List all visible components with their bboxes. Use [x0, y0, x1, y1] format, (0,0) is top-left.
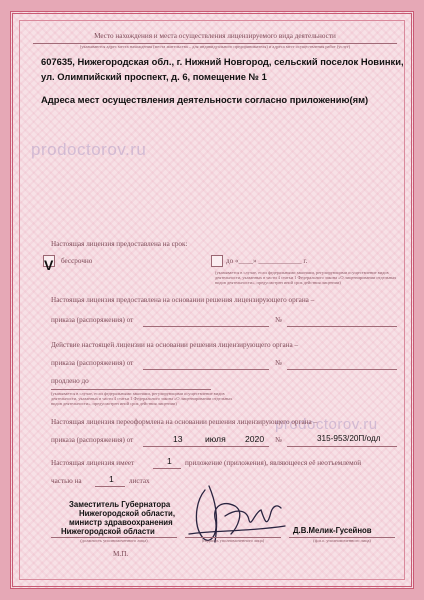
rule	[287, 369, 397, 370]
guilloche-frame	[10, 11, 414, 589]
basis-line-1: Настоящая лицензия предоставлена на основании решения лицензирующего органа –	[51, 296, 315, 304]
position-line-4: Нижегородской области	[61, 527, 155, 536]
rule	[287, 446, 397, 447]
section-title: Место нахождения и места осуществления лицензируемого вида деятельности	[94, 32, 336, 40]
watermark: prodoctorov.ru	[31, 140, 147, 159]
extension-no-label: №	[275, 359, 282, 367]
addresses-note: Адреса мест осуществления деятельности согласно приложению(ям)	[41, 94, 369, 105]
until-checkbox	[211, 255, 223, 267]
extended-label: продлено до	[51, 377, 89, 385]
watermark: prodoctorov.ru	[275, 416, 378, 433]
reissue-order-label: приказа (распоряжения) от	[51, 436, 134, 444]
attachments-count: 1	[167, 456, 172, 466]
term-label: Настоящая лицензия предоставлена на срок:	[51, 240, 188, 248]
reissue-month: июля	[205, 434, 226, 444]
address-line-1: 607635, Нижегородская обл., г. Нижний Новгород, сельский поселок Новинки,	[41, 56, 404, 67]
extension-line-1: Действие настоящей лицензии на основании решения лицензирующего органа –	[51, 341, 299, 349]
reissue-no-label: №	[275, 436, 282, 444]
rule	[95, 486, 125, 487]
position-note: (должность уполномоченного лица)	[80, 538, 148, 543]
section-title-note: (указываются адрес места нахождения (места жительства – для индивидуального предпринимателя) и адреса мест осуществления работ (услуг)	[79, 44, 351, 49]
rule	[143, 446, 269, 447]
until-label: до «____» ____________ г.	[226, 257, 308, 265]
signatory-name: Д.В.Мелик-Гусейнов	[293, 526, 372, 535]
seal-label: М.П.	[113, 550, 129, 558]
rule	[153, 468, 181, 469]
check-mark: V	[44, 257, 54, 273]
attachments-part-prefix: частью на	[51, 477, 82, 485]
name-note: (ф.и.о. уполномоченного лица)	[313, 538, 371, 543]
position-line-2: Нижегородской области,	[79, 509, 176, 518]
attachments-sheets: 1	[109, 474, 114, 484]
signature-note: (подпись уполномоченного лица)	[201, 538, 265, 543]
rule	[143, 326, 269, 327]
attachments-suffix: приложение (приложения), являющееся её неотъемлемой	[185, 459, 362, 467]
attachments-part-suffix: листах	[129, 477, 150, 485]
rule	[143, 369, 269, 370]
extension-order-label: приказа (распоряжения) от	[51, 359, 134, 367]
basis-order-label: приказа (распоряжения) от	[51, 316, 134, 324]
extension-note: (указывается в случае, если федеральными законами, регулирующими осуществление видов деятельности, указанных в части 4 статьи 1 Федерального закона «О лицензировании отдельных видов деятельности», предусмотрен иной срок действия лицензии)	[51, 391, 233, 407]
reissue-day: 13	[173, 434, 183, 444]
reissue-line-1: Настоящая лицензия переоформлена на основании решения лицензирующего органа –	[51, 418, 318, 426]
address-line-2: ул. Олимпийский проспект, д. 6, помещение № 1	[41, 71, 267, 82]
reissue-number: 315-953/20П/одл	[317, 434, 381, 443]
attachments-prefix: Настоящая лицензия имеет	[51, 459, 135, 467]
unlimited-label: бессрочно	[61, 257, 93, 265]
term-note: (указывается в случае, если федеральными законами, регулирующими осуществление видов деятельности, указанных в части 4 статьи 1 Федерального закона «О лицензировании отдельных видов деятельности», предусмотрен иной срок действия лицензии)	[215, 270, 397, 286]
rule	[287, 326, 397, 327]
position-line-3: министр здравоохранения	[69, 518, 173, 527]
position-line-1: Заместитель Губернатора	[69, 500, 171, 509]
basis-no-label: №	[275, 316, 282, 324]
reissue-year: 2020	[245, 434, 265, 444]
rule	[51, 389, 211, 390]
